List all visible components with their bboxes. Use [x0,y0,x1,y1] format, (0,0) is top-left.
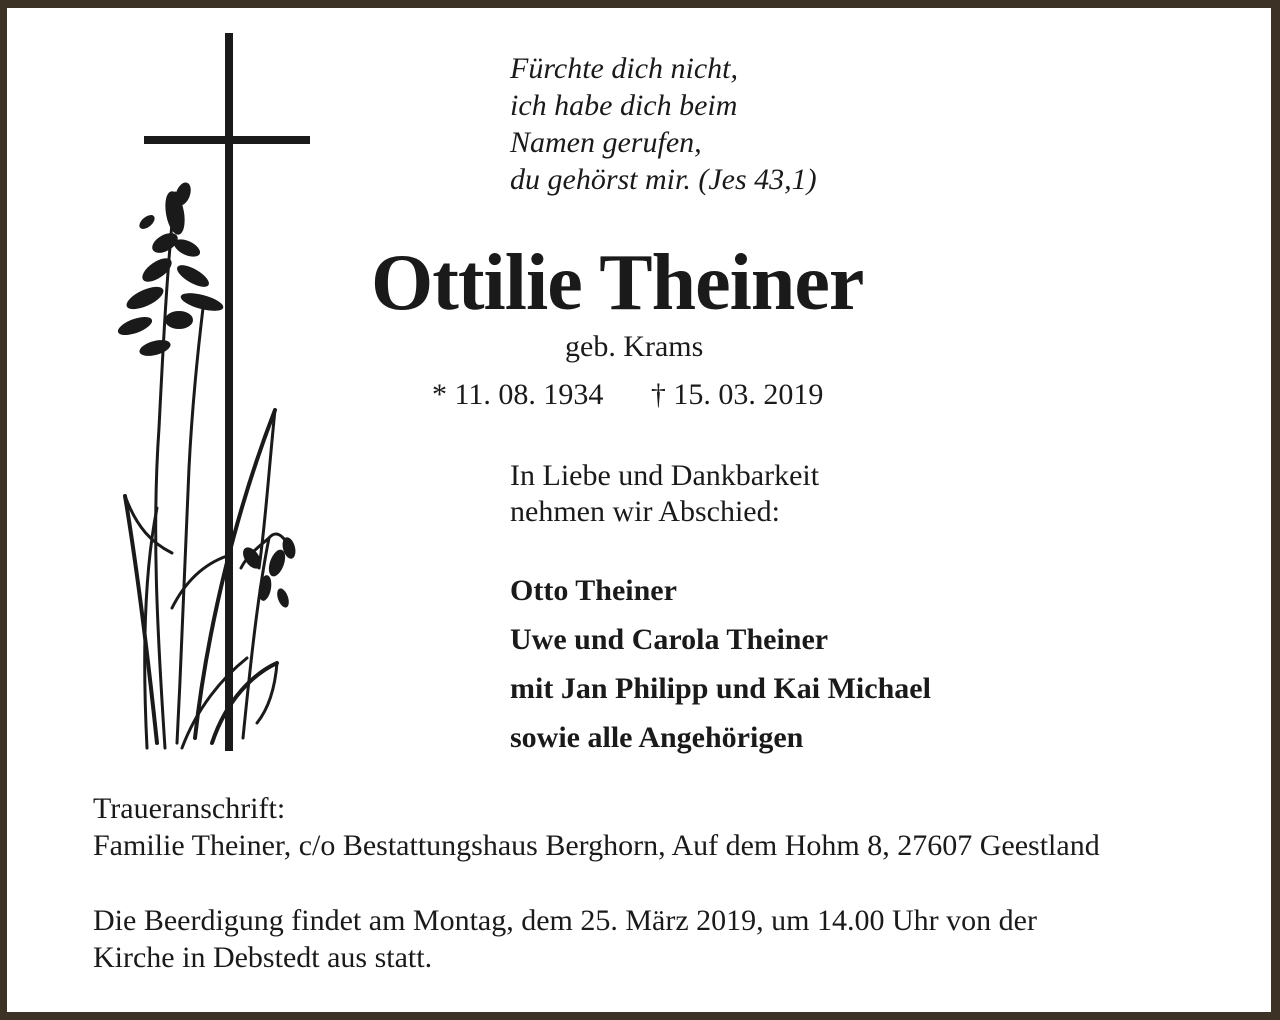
mourning-address [93,790,1100,864]
mourner: Otto Theiner [510,574,677,607]
farewell-line: nehmen wir Abschied: [510,495,780,528]
funeral-notice [93,902,1037,976]
funeral-line: Die Beerdigung findet am Montag, dem 25. März 2019, um 14.00 Uhr von der [93,904,1037,937]
farewell-line: In Liebe und Dankbarkeit [510,459,820,492]
mourners-list [510,566,931,762]
verse-line: du gehörst mir. (Jes 43,1) [510,163,817,196]
deceased-name: Ottilie Theiner [371,239,864,327]
verse-line: Fürchte dich nicht, [510,52,738,85]
bible-verse [510,50,817,198]
address-line: Familie Theiner, c/o Bestattungshaus Berghorn, Auf dem Hohm 8, 27607 Geestland [93,829,1100,862]
mourner: sowie alle Angehörigen [510,721,804,754]
birth-date: * 11. 08. 1934 [432,378,604,411]
cross-icon [144,33,310,751]
funeral-line: Kirche in Debstedt aus statt. [93,941,433,974]
life-dates [432,378,823,412]
maiden-name: geb. Krams [565,330,704,363]
verse-line: Namen gerufen, [510,126,702,159]
death-date: † 15. 03. 2019 [650,378,824,411]
verse-line: ich habe dich beim [510,89,738,122]
grass-seed-head [116,180,298,609]
farewell-text [510,458,819,530]
obituary-card [7,8,1271,1012]
address-label: Traueranschrift: [93,792,286,825]
mourner: Uwe und Carola Theiner [510,623,829,656]
mourner: mit Jan Philipp und Kai Michael [510,672,931,705]
